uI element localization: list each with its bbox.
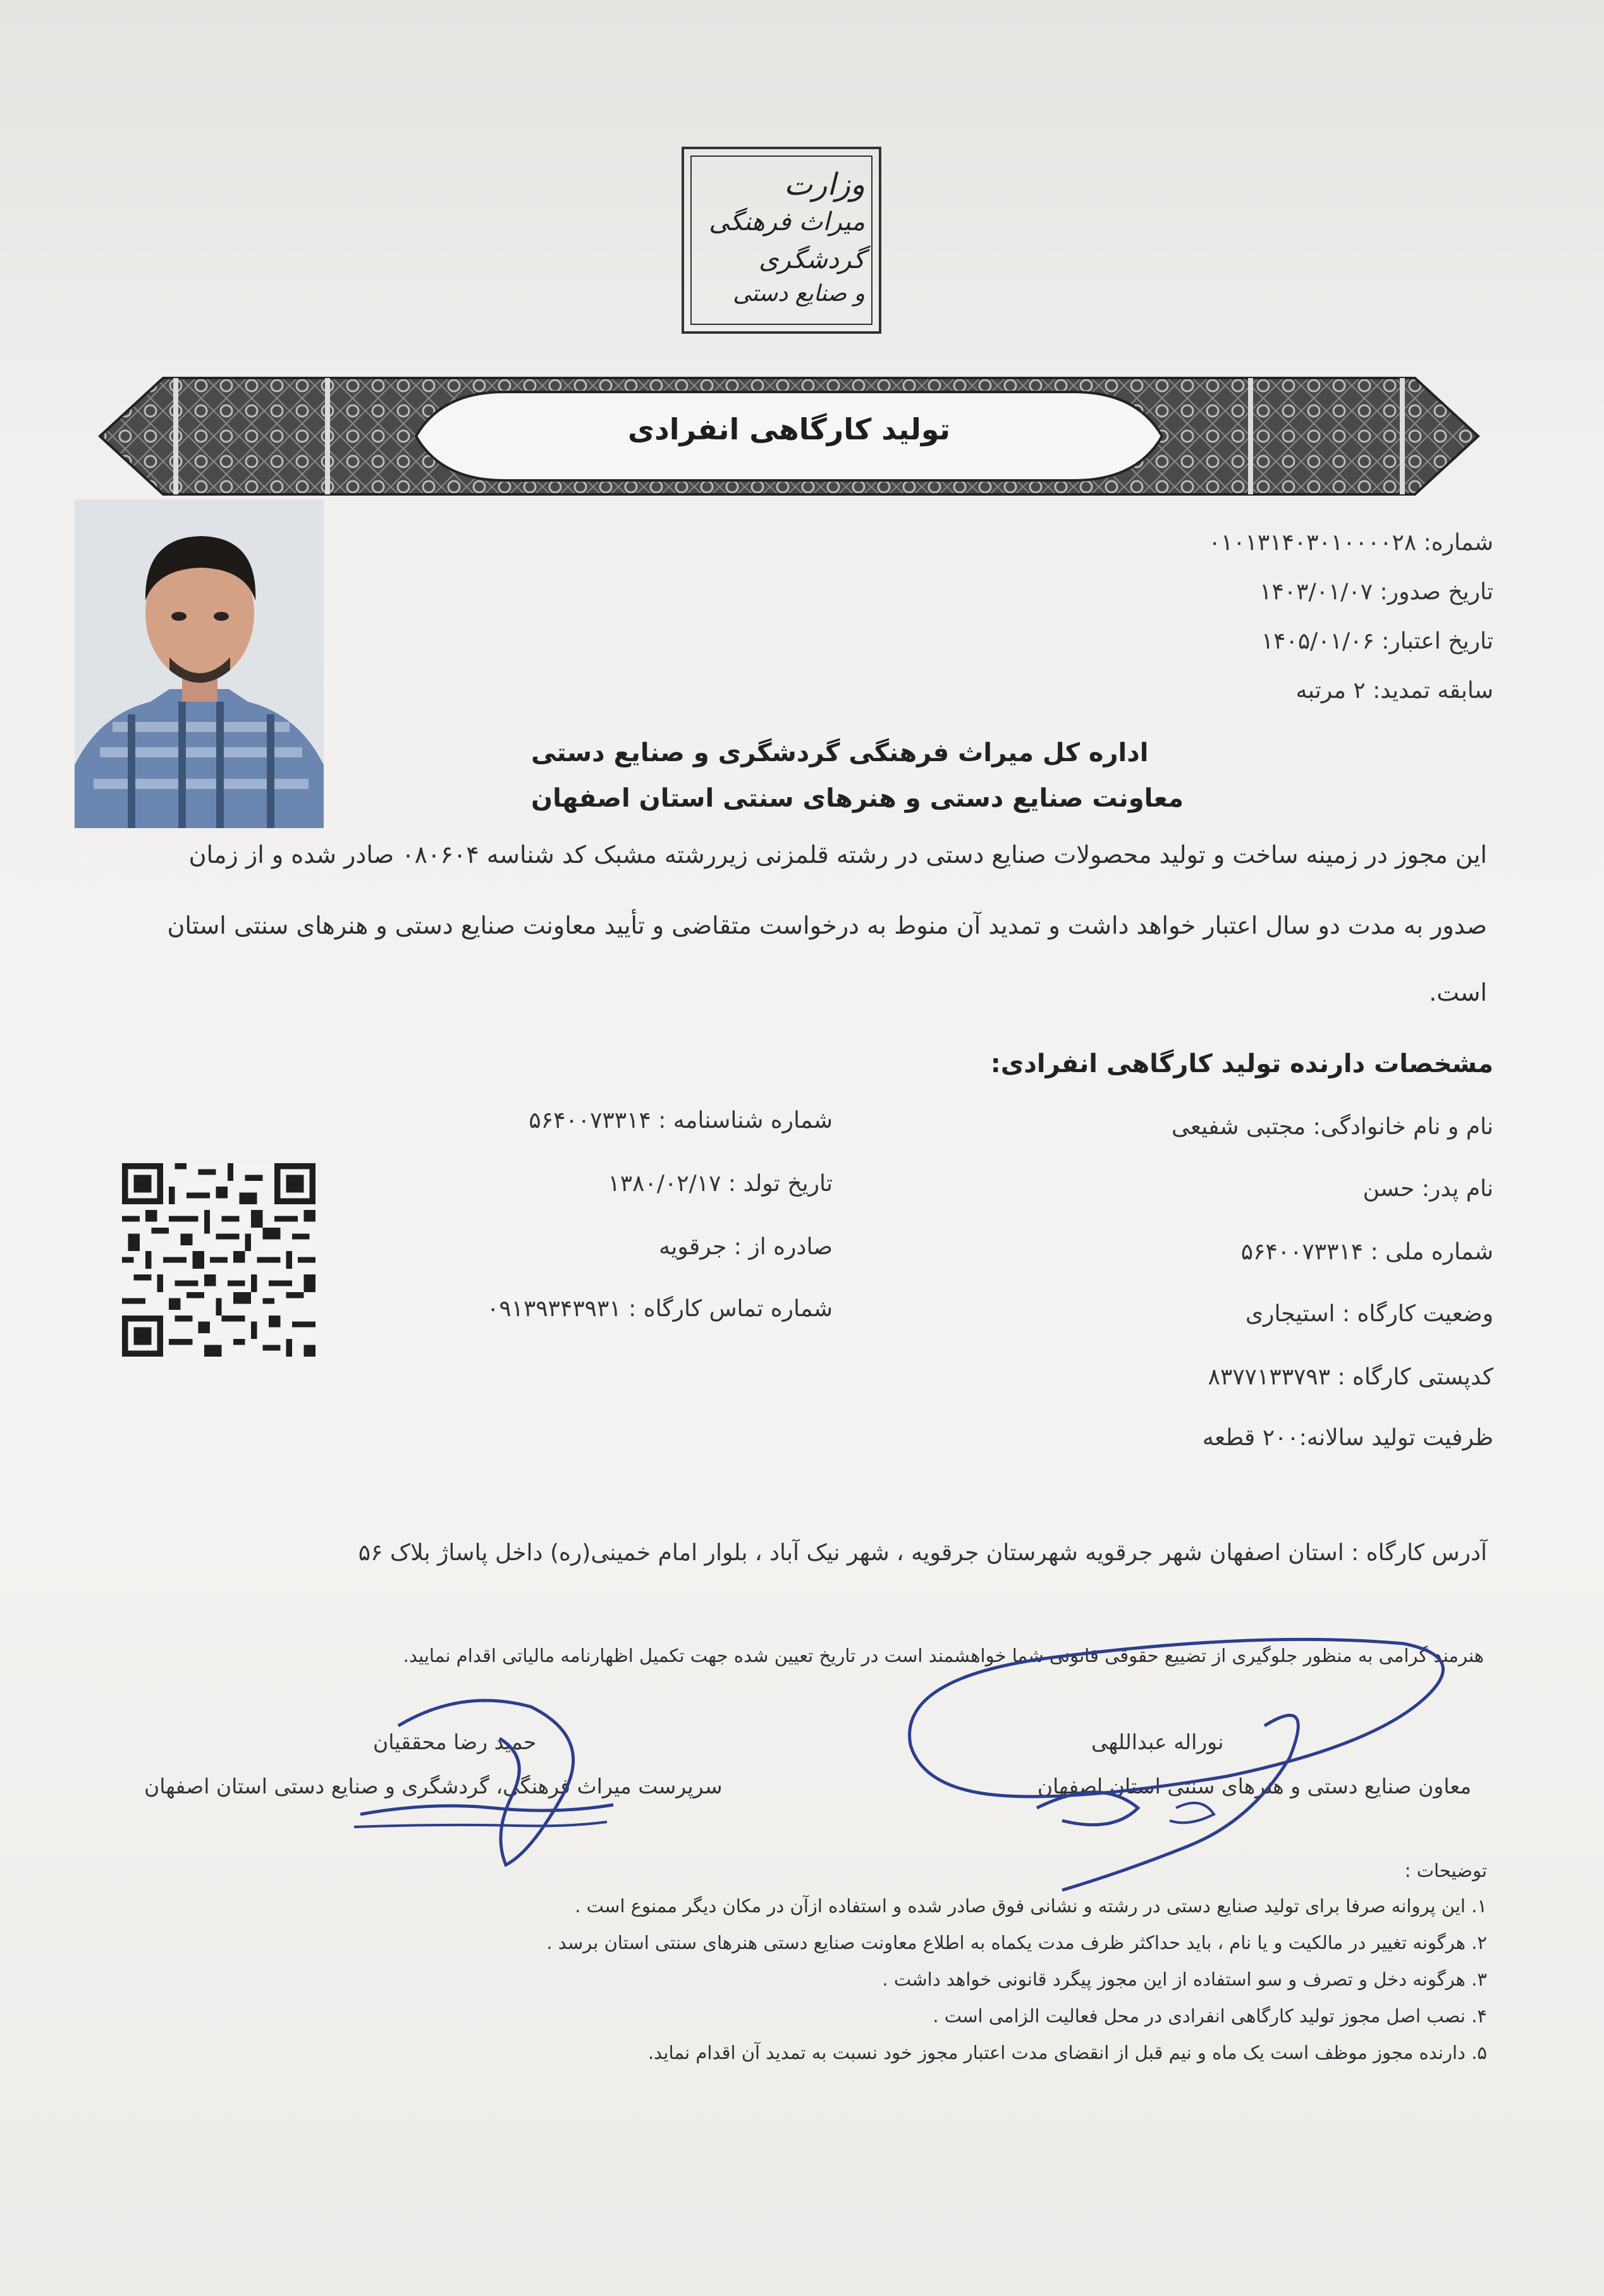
workshop-address: آدرس کارگاه : استان اصفهان شهر جرقویه شهرستان جرقویه ، شهر نیک آباد ، بلوار امام خمینی(ره) داخل پاساژ بلاک ۵۶ [358,1540,1487,1566]
logo-line-2: میراث فرهنگی [709,207,865,236]
body-line-2: صدور به مدت دو سال اعتبار خواهد داشت و تمدید آن منوط به درخواست متقاضی و تأیید معاونت صنایع دستی و هنرهای سنتی استان [167,912,1487,939]
logo-line-1: وزارت [783,167,865,202]
signatory-right-title: معاون صنایع دستی و هنرهای سنتی استان اصفهان [1037,1774,1471,1798]
valid-date: تاریخ اعتبار: ۱۴۰۵/۰۱/۰۶ [1261,628,1493,654]
workshop-phone: شماره تماس کارگاه : ۰۹۱۳۹۳۴۳۹۳۱ [486,1296,833,1322]
ministry-logo [682,147,881,334]
person-photo-icon [75,499,324,828]
note-item: ۲. هرگونه تغییر در مالکیت و یا نام ، باید حداکثر ظرف مدت یکماه به اطلاع معاونت صنایع دستی هنرهای سنتی استان برسد . [546,1932,1487,1953]
license-number: شماره: ۰۱۰۱۳۱۴۰۳۰۱۰۰۰۰۲۸ [1208,530,1493,556]
holder-national-id: شماره ملی : ۵۶۴۰۰۷۳۳۱۴ [1240,1239,1493,1265]
banner-title: تولید کارگاهی انفرادی [627,412,951,446]
notes-heading: توضیحات : [1404,1860,1487,1881]
body-line-1: این مجوز در زمینه ساخت و تولید محصولات صنایع دستی در رشته قلمزنی زیررشته مشبک کد شناسه ۰۸۰۶۰۴ صادر شده و از زمان [188,841,1487,869]
signatory-right-name: نوراله عبداللهی [1091,1730,1224,1754]
holder-id-number: شماره شناسنامه : ۵۶۴۰۰۷۳۳۱۴ [529,1108,833,1133]
logo-line-3: گردشگری [759,245,865,274]
note-item: ۳. هرگونه دخل و تصرف و سو استفاده از این مجوز پیگرد قانونی خواهد داشت . [882,1969,1487,1990]
issuer-line-2: معاونت صنایع دستی و هنرهای سنتی استان اصفهان [531,784,1184,813]
holder-issued-from: صادره از : جرقویه [659,1234,833,1260]
workshop-status: وضعیت کارگاه : استیجاری [1245,1301,1493,1327]
issuer-line-1: اداره کل میراث فرهنگی گردشگری و صنایع دستی [531,738,1149,767]
header-banner [87,373,1491,499]
signatory-left-name: حمید رضا محققیان [373,1730,537,1754]
note-item: ۵. دارنده مجوز موظف است یک ماه و نیم قبل از انقضای مدت اعتبار مجوز خود نسبت به تمدید آن اقدام نماید. [647,2042,1487,2063]
qr-code-icon [120,1163,317,1357]
renewal-count: سابقه تمدید: ۲ مرتبه [1295,678,1493,704]
signatory-left-title: سرپرست میراث فرهنگی، گردشگری و صنایع دستی استان اصفهان [144,1774,723,1798]
logo-line-4: و صنایع دستی [733,281,865,307]
body-line-3: است. [1429,979,1487,1006]
holder-photo [75,499,324,828]
tax-notice: هنرمند گرامی به منظور جلوگیری از تضییع حقوقی قانونی شما خواهشمند است در تاریخ تعیین شده جهت تکمیل اظهارنامه مالیاتی اقدام نمایید. [403,1645,1484,1666]
note-item: ۱. این پروانه صرفا برای تولید صنایع دستی در رشته و نشانی فوق صادر شده و استفاده ازآن در مکان دیگر ممنوع است . [575,1895,1487,1917]
holder-heading: مشخصات دارنده تولید کارگاهی انفرادی: [990,1049,1493,1078]
note-item: ۴. نصب اصل مجوز تولید کارگاهی انفرادی در محل فعالیت الزامی است . [933,2005,1487,2027]
issue-date: تاریخ صدور: ۱۴۰۳/۰۱/۰۷ [1259,579,1493,605]
holder-birth-date: تاریخ تولد : ۱۳۸۰/۰۲/۱۷ [608,1171,833,1197]
holder-name: نام و نام خانوادگی: مجتبی شفیعی [1171,1114,1493,1140]
workshop-postal-code: کدپستی کارگاه : ۸۳۷۷۱۳۳۷۹۳ [1208,1364,1493,1390]
holder-father: نام پدر: حسن [1362,1176,1493,1202]
annual-capacity: ظرفیت تولید سالانه:۲۰۰ قطعه [1202,1425,1493,1451]
